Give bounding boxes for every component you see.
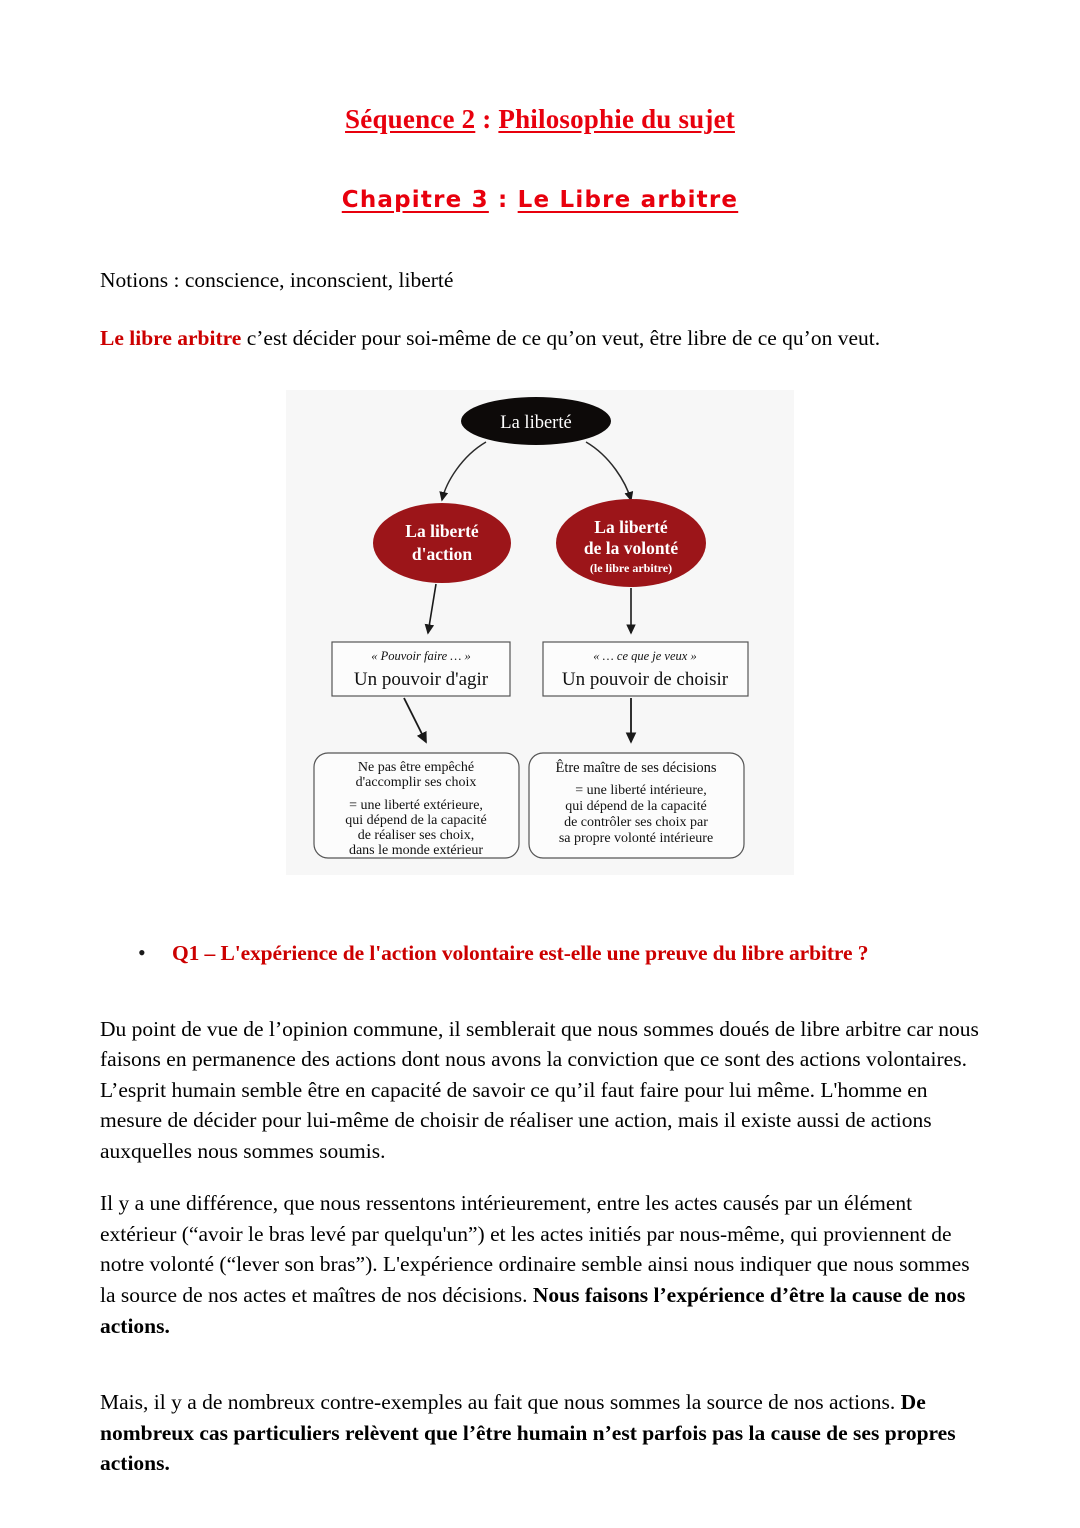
chapter-title-prefix: Chapitre 3 — [341, 187, 489, 213]
box-inner-liberty-body-1: = une liberté intérieure, — [575, 782, 707, 798]
box-outer-liberty-body-3: de réaliser ses choix, — [357, 827, 475, 843]
box-inner-liberty-body-2: qui dépend de la capacité — [565, 798, 707, 814]
box-outer-liberty-head-1: Ne pas être empêché — [357, 759, 475, 775]
node-liberty-of-action-label-2: d'action — [411, 543, 473, 564]
question-text: Q1 – L'expérience de l'action volontaire est-elle une preuve du libre arbitre ? — [172, 940, 869, 965]
liberty-diagram — [286, 390, 794, 875]
node-liberty-of-will-sublabel: (le libre arbitre) — [589, 560, 673, 575]
chapter-title-separator: : — [488, 187, 518, 213]
box-outer-liberty-body-2: qui dépend de la capacité — [345, 812, 487, 828]
arrow-left-branch-to-box — [428, 584, 436, 633]
box-outer-liberty-head-2: d'accomplir ses choix — [355, 774, 477, 790]
chapter-title — [100, 135, 980, 213]
arrow-box-act-to-outer-liberty — [404, 698, 426, 742]
box-power-to-choose-main: Un pouvoir de choisir — [561, 668, 729, 690]
box-outer-liberty-body-4: dans le monde extérieur — [348, 842, 484, 858]
paragraph-2-emphasis: Nous faisons l’expérience d’être la cause de nos actions. — [100, 1283, 966, 1338]
box-power-to-act-quote: « Pouvoir faire … » — [371, 648, 471, 663]
arrow-root-to-right — [586, 442, 631, 500]
question-item — [100, 875, 980, 966]
page-title-main: Philosophie du sujet — [498, 104, 735, 134]
definition-rest: c’est décider pour soi-même de ce qu’on veut, être libre de ce qu’on veut. — [241, 325, 881, 350]
arrow-root-to-left — [442, 442, 486, 500]
page-title-prefix: Séquence 2 — [345, 104, 476, 134]
chapter-title-main: Le Libre arbitre — [517, 187, 739, 213]
paragraph-3-emphasis: De nombreux cas particuliers relèvent que l’être humain n’est parfois pas la cause de ses propres actions. — [100, 1390, 956, 1476]
paragraph-3-text: Mais, il y a de nombreux contre-exemples au fait que nous sommes la source de nos actions. — [100, 1390, 901, 1415]
diagram-svg — [286, 390, 794, 875]
paragraph-2 — [100, 1166, 980, 1341]
paragraph-3 — [100, 1341, 980, 1479]
box-inner-liberty-head-1: Être maître de ses décisions — [555, 759, 717, 776]
node-root-liberty-label: La liberté — [500, 412, 572, 433]
notions-line: Notions : conscience, inconscient, liberté — [100, 268, 454, 292]
page-title-separator: : — [475, 104, 499, 134]
box-outer-liberty-body-1: = une liberté extérieure, — [349, 797, 483, 813]
box-power-to-choose-quote: « … ce que je veux » — [593, 648, 697, 663]
paragraph-1: Du point de vue de l’opinion commune, il semblerait que nous sommes doués de libre arbitre car nous faisons en permanence des actions dont nous avons la conviction que ce sont des actions volontaires. L’esprit humain semble être en capacité de savoir ce qu’il faut faire pour lui même. L'homme en mesure de décider pour lui-même de choisir de réaliser une action, mais il existe aussi de actions auxquelles nous sommes soumis. — [100, 1016, 979, 1163]
paragraph-2-text: Il y a une différence, que nous ressentons intérieurement, entre les actes causés par un élément extérieur (“avoir le bras levé par quelqu'un”) et les actes initiés par nous-même, qui proviennent de notre volonté (“lever son bras”). L'expérience ordinaire semble ainsi nous indiquer que nous sommes la source de nos actes et maîtres de nos décisions. — [100, 1191, 970, 1307]
page-title — [100, 0, 980, 135]
definition-term: Le libre arbitre — [100, 325, 242, 350]
node-liberty-of-action-label: La liberté — [405, 520, 479, 541]
box-inner-liberty-body-3: de contrôler ses choix par — [564, 814, 708, 830]
bullet-icon: • — [138, 939, 146, 965]
node-liberty-of-will-label-2: de la volonté — [583, 537, 679, 558]
diagram-container — [100, 353, 980, 875]
node-liberty-of-will-label: La liberté — [594, 516, 668, 537]
node-liberty-of-action — [373, 503, 511, 583]
box-inner-liberty-body-4: sa propre volonté intérieure — [558, 830, 714, 846]
definition-line — [100, 295, 980, 353]
box-power-to-act-main: Un pouvoir d'agir — [353, 668, 489, 690]
